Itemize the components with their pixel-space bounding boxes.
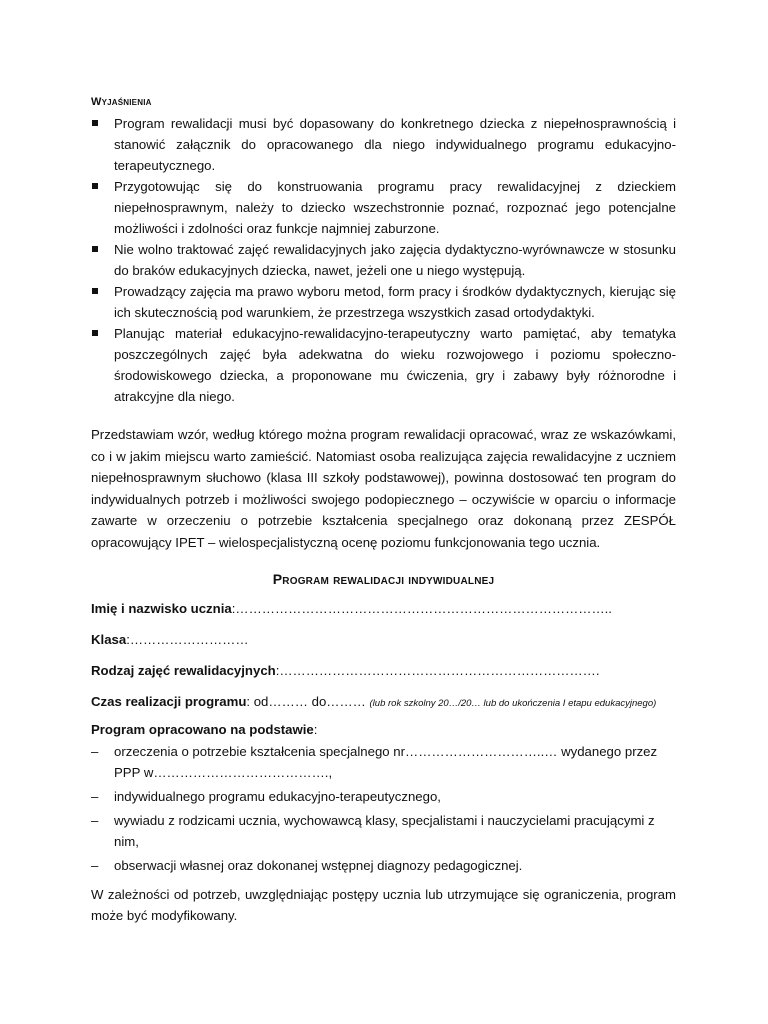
class-value: :………………………	[126, 632, 249, 647]
time-note: (lub rok szkolny 20…/20… lub do ukończenia I etapu edukacyjnego)	[369, 698, 657, 709]
basis-item: – orzeczenia o potrzebie kształcenia specjalnego nr…………………………..… wydanego przez PPP w………………………………….,	[91, 741, 676, 783]
basis-label: Program opracowano na podstawie	[91, 722, 314, 737]
basis-item: – wywiadu z rodzicami ucznia, wychowawcą klasy, specjalistami i nauczycielami pracującymi z nim,	[91, 810, 676, 852]
activity-type-field	[91, 662, 676, 680]
time-label: Czas realizacji programu	[91, 694, 247, 709]
activity-type-label: Rodzaj zajęć rewalidacyjnych	[91, 663, 276, 678]
student-name-field	[91, 600, 676, 618]
basis-list	[91, 741, 676, 876]
program-title: Program rewalidacji indywidualnej	[272, 571, 495, 587]
basis-item: – obserwacji własnej oraz dokonanej wstępnej diagnozy pedagogicznej.	[91, 855, 676, 876]
explanation-item: Przygotowując się do konstruowania programu pracy rewalidacyjnej z dzieckiem niepełnosprawnym, należy to dziecko wszechstronnie poznać, rozpoznać jego potencjalne możliwości i zdolności oraz funkcje najmniej zaburzone.	[91, 176, 676, 239]
explanation-item: Nie wolno traktować zajęć rewalidacyjnych jako zajęcia dydaktyczno-wyrównawcze w stosunku do braków edukacyjnych dziecka, nawet, jeżeli one u niego występują.	[91, 239, 676, 281]
explanation-item: Program rewalidacji musi być dopasowany do konkretnego dziecka z niepełnosprawnością i stanowić załącznik do opracowanego dla niego indywidualnego programu edukacyjno-terapeutycznego.	[91, 113, 676, 176]
time-field	[91, 693, 676, 713]
explanation-item: Planując materiał edukacyjno-rewalidacyjno-terapeutyczny warto pamiętać, aby tematyka poszczególnych zajęć była adekwatna do wieku rozwojowego i poziomu społeczno-środowiskowego dziecka, a proponowane mu ćwiczenia, gry i zabawy były różnorodne i atrakcyjne dla niego.	[91, 323, 676, 407]
basis-item: – indywidualnego programu edukacyjno-terapeutycznego,	[91, 786, 676, 807]
basis-colon: :	[313, 722, 318, 737]
basis-heading	[91, 721, 676, 739]
explanation-item: Prowadzący zajęcia ma prawo wyboru metod, form pracy i środków dydaktycznych, kierując się ich skutecznością pod warunkiem, że przestrzega wszystkich zasad ortodydaktyki.	[91, 281, 676, 323]
intro-paragraph: Przedstawiam wzór, według którego można program rewalidacji opracować, wraz ze wskazówkami, co i w jakim miejscu warto zamieścić. Natomiast osoba realizująca zajęcia rewalidacyjne z uczniem niepełnosprawnym słuchowo (klasa III szkoły podstawowej), powinna dostosować ten program do indywidualnych potrzeb i możliwości swojego podopiecznego – oczywiście w oparciu o informacje zawarte w orzeczeniu o potrzebie kształcenia specjalnego oraz dokonaną przez ZESPÓŁ opracowujący IPET – wielospecjalistyczną ocenę poziomu funkcjonowania tego ucznia.	[91, 427, 676, 550]
class-field	[91, 631, 676, 649]
explanations-list	[91, 113, 676, 407]
explanations-heading: Wyjaśnienia	[91, 96, 152, 108]
student-name-label: Imię i nazwisko ucznia	[91, 601, 232, 616]
time-value: : od……… do………	[246, 694, 370, 709]
closing-paragraph: W zależności od potrzeb, uwzględniając postępy ucznia lub utrzymujące się ograniczenia, program może być modyfikowany.	[91, 887, 676, 923]
class-label: Klasa	[91, 632, 127, 647]
activity-type-value: :……………………………………………………………….	[275, 663, 600, 678]
student-name-value: :…………………………………………………………………………..	[231, 601, 612, 616]
